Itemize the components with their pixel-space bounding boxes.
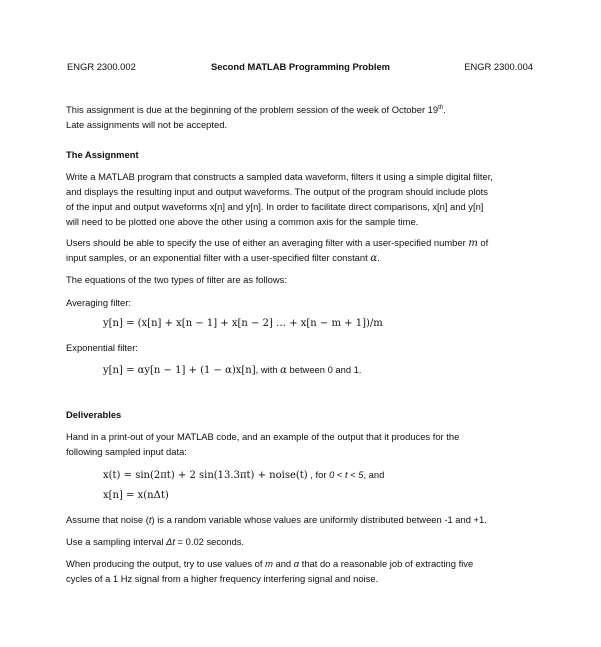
due-date-period: . — [443, 104, 446, 115]
final-instruction-line — [66, 558, 473, 570]
assignment-para2-line — [66, 237, 488, 250]
exponential-filter-equation-line — [103, 364, 361, 377]
document-title: Second MATLAB Programming Problem — [210, 61, 390, 72]
due-date-ordinal: th — [438, 104, 444, 111]
variable-m: m — [468, 238, 478, 249]
averaging-filter-label: Averaging filter: — [66, 297, 131, 308]
late-policy-line: Late assignments will not be accepted. — [66, 119, 228, 130]
due-date-text: This assignment is due at the beginning of the problem session of the week of October 19 — [66, 104, 439, 115]
variable-alpha: α — [370, 253, 378, 264]
variable-delta-t: Δt — [166, 536, 175, 547]
assignment-para1-line: of the input and output waveforms x[n] and y[n]. In order to facilitate direct comparisons, x[n] and y[n] — [66, 201, 484, 212]
deliverables-para-line: Hand in a print-out of your MATLAB code, and an example of the output that it produces for the — [66, 431, 460, 442]
equation-tail: , for — [307, 469, 330, 480]
noise-text: Assume that noise ( — [66, 514, 149, 525]
sampling-interval-line — [66, 536, 244, 548]
para2-text: . — [377, 252, 380, 263]
equation-tail: , with — [255, 364, 281, 375]
equations-intro: The equations of the two types of filter are as follows: — [66, 274, 287, 285]
exponential-filter-equation: y[n] = αy[n − 1] + (1 − α)x[n] — [103, 365, 256, 376]
final-instruction-line: cycles of a 1 Hz signal from a higher frequency interfering signal and noise. — [66, 573, 379, 584]
input-signal-equation-line — [103, 469, 384, 482]
assignment-para2-line — [66, 252, 380, 265]
assignment-para1-line: will need to be plotted one above the other using a common axis for the sample time. — [66, 216, 419, 227]
interval-text: Use a sampling interval — [66, 536, 167, 547]
deliverables-heading: Deliverables — [66, 409, 122, 420]
sampled-signal-equation: x[n] = x(nΔt) — [103, 490, 169, 501]
variable-alpha: α — [293, 558, 300, 569]
due-date-line — [66, 104, 446, 116]
time-range: 0 < t < 5 — [329, 469, 364, 480]
variable-t: t — [148, 514, 152, 525]
course-code-left: ENGR 2300.002 — [67, 61, 136, 72]
noise-assumption-line — [66, 514, 487, 526]
variable-m: m — [265, 558, 273, 569]
course-code-right: ENGR 2300.004 — [464, 61, 533, 72]
variable-alpha: α — [280, 365, 287, 376]
assignment-para1-line: Write a MATLAB program that constructs a sampled data waveform, filters it using a simple digital filter, — [66, 171, 493, 182]
final-text: and — [272, 558, 294, 569]
final-text: When producing the output, try to use values of — [66, 558, 266, 569]
averaging-filter-equation: y[n] = (x[n] + x[n − 1] + x[n − 2] … + x[n − m + 1])/m — [103, 318, 383, 329]
assignment-heading: The Assignment — [66, 149, 139, 160]
para2-text: input samples, or an exponential filter with a user-specified filter constant — [66, 252, 371, 263]
interval-text: = 0.02 seconds. — [174, 536, 245, 547]
final-text: that do a reasonable job of extracting five — [299, 558, 474, 569]
equation-tail: , and — [363, 469, 385, 480]
para2-text: of — [477, 237, 489, 248]
assignment-para1-line: and displays the resulting input and output waveforms. The output of the program should include plots — [66, 186, 488, 197]
equation-tail: between 0 and 1. — [286, 364, 362, 375]
exponential-filter-label: Exponential filter: — [66, 342, 138, 353]
deliverables-para-line: following sampled input data: — [66, 446, 187, 457]
para2-text: Users should be able to specify the use of either an averaging filter with a user-specified number — [66, 237, 469, 248]
noise-text: ) is a random variable whose values are uniformly distributed between -1 and +1. — [151, 514, 487, 525]
input-signal-equation: x(t) = sin(2πt) + 2 sin(13.3πt) + noise(t) — [103, 470, 308, 481]
